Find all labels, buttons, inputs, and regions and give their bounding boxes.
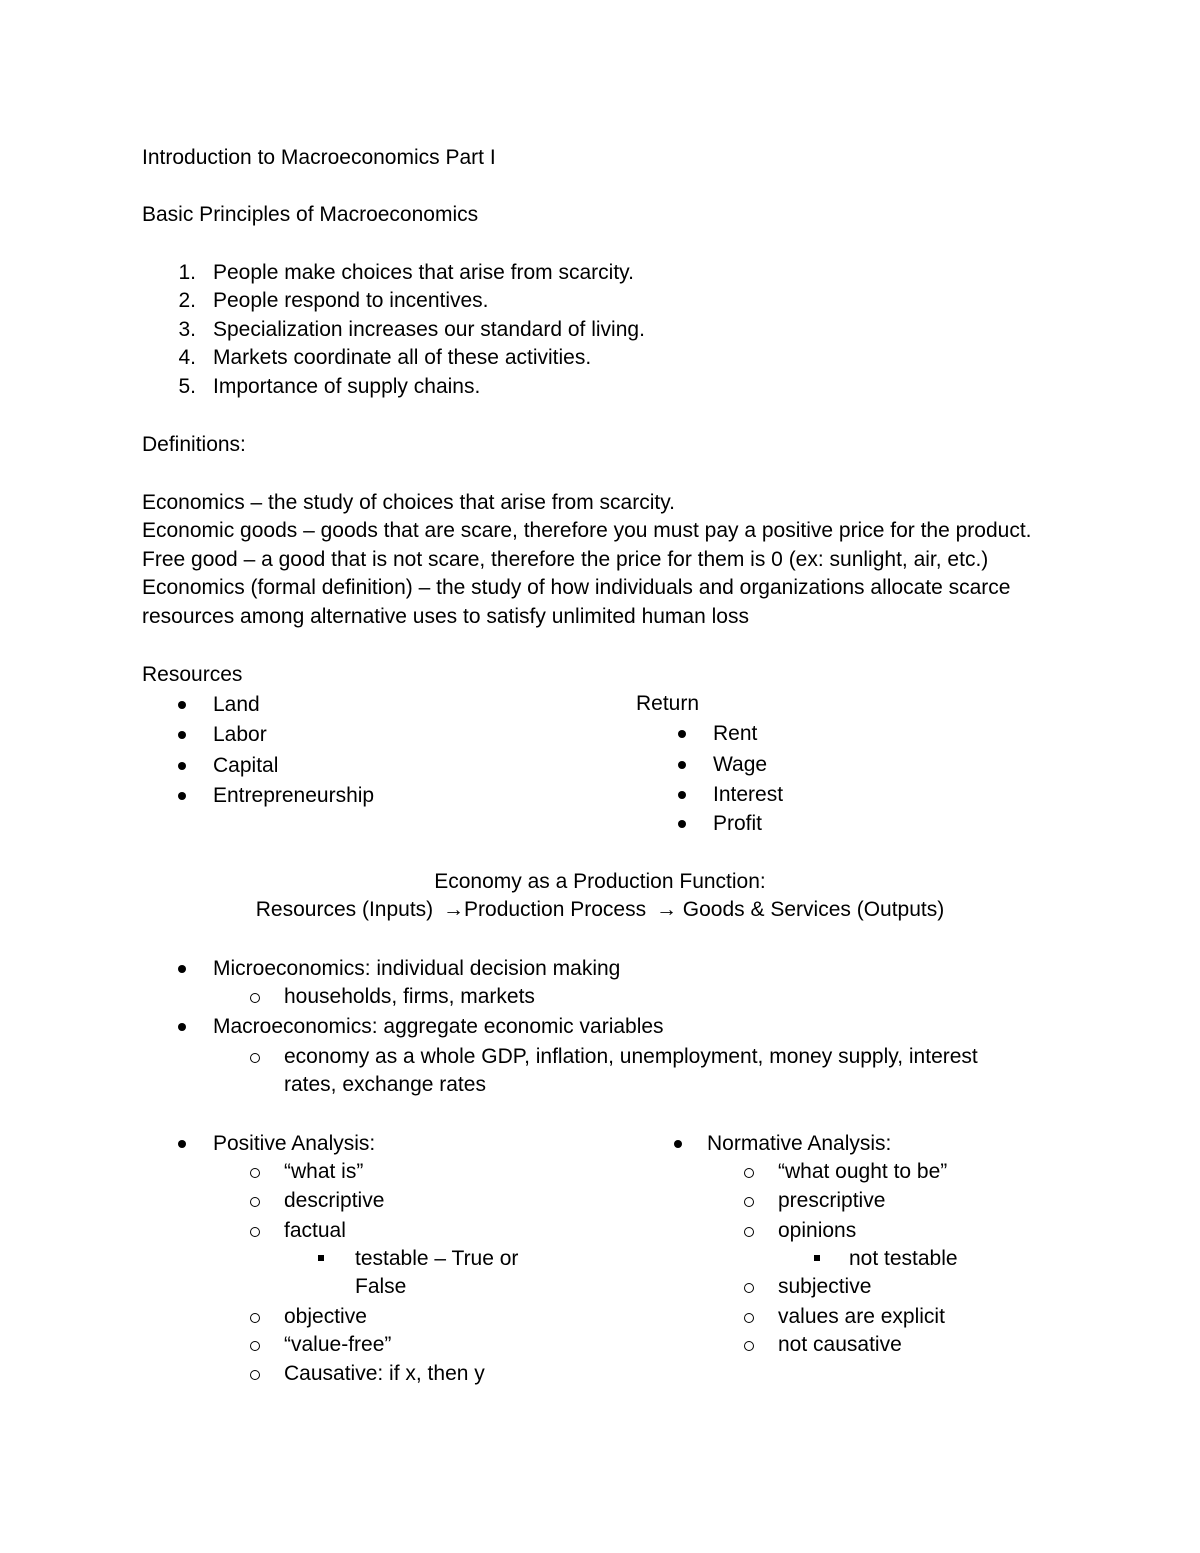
item-text: Markets coordinate all of these activities. [213,346,592,369]
resource-label: Land [213,693,260,716]
definition-line: Free good – a good that is not scare, therefore the price for them is 0 (ex: sunlight, air, etc.) [142,548,989,571]
item-number: 4. [178,346,196,369]
document-title: Introduction to Macroeconomics Part I [142,146,496,169]
resource-label: Capital [213,754,279,777]
arrow-right-icon: → [443,898,465,921]
return-label: Interest [713,783,784,806]
positive-nested-cont: False [355,1275,407,1298]
normative-label: Normative Analysis: [707,1132,892,1155]
circle-bullet-icon [250,1053,260,1063]
circle-bullet-icon [250,1168,260,1178]
bullet-icon [178,701,186,709]
resources-heading: Resources [142,663,243,686]
definition-line: Economics (formal definition) – the study of how individuals and organizations allocate scarce [142,576,1011,599]
macro-sub-line: economy as a whole GDP, inflation, unemployment, money supply, interest [284,1045,978,1068]
production-process: Production Process [464,898,647,921]
resource-label: Labor [213,723,267,746]
positive-item: Causative: if x, then y [284,1362,485,1385]
circle-bullet-icon [250,1370,260,1380]
circle-bullet-icon [250,1197,260,1207]
square-bullet-icon [814,1255,820,1261]
circle-bullet-icon [250,1313,260,1323]
positive-item: descriptive [284,1189,385,1212]
normative-item: subjective [778,1275,872,1298]
square-bullet-icon [318,1255,324,1261]
normative-nested: not testable [849,1247,958,1270]
bullet-icon [674,1140,682,1148]
bullet-icon [178,1140,186,1148]
macro-sub-line: rates, exchange rates [284,1073,486,1096]
positive-item: objective [284,1305,367,1328]
resource-label: Entrepreneurship [213,784,375,807]
item-number: 5. [178,375,196,398]
circle-bullet-icon [744,1168,754,1178]
bullet-icon [678,791,686,799]
normative-item: not causative [778,1333,902,1356]
item-text: People respond to incentives. [213,289,489,312]
circle-bullet-icon [250,993,260,1003]
definition-line: Economics – the study of choices that arise from scarcity. [142,491,675,514]
principles-heading: Basic Principles of Macroeconomics [142,203,479,226]
circle-bullet-icon [744,1283,754,1293]
micro-sub: households, firms, markets [284,985,535,1008]
normative-item: opinions [778,1219,857,1242]
bullet-icon [678,730,686,738]
normative-item: values are explicit [778,1305,945,1328]
positive-item: “what is” [284,1160,364,1183]
positive-item: “value-free” [284,1333,392,1356]
macro-label: Macroeconomics: aggregate economic variables [213,1015,664,1038]
item-number: 2. [178,289,196,312]
production-flow [0,895,1200,924]
bullet-icon [678,761,686,769]
positive-nested: testable – True or [355,1247,519,1270]
item-text: People make choices that arise from scarcity. [213,261,634,284]
item-text: Specialization increases our standard of living. [213,318,645,341]
circle-bullet-icon [744,1313,754,1323]
production-title: Economy as a Production Function: [434,870,766,893]
bullet-icon [178,792,186,800]
positive-item: factual [284,1219,346,1242]
bullet-icon [178,762,186,770]
bullet-icon [178,965,186,973]
positive-label: Positive Analysis: [213,1132,376,1155]
definition-line: resources among alternative uses to satisfy unlimited human loss [142,605,749,628]
circle-bullet-icon [744,1341,754,1351]
bullet-icon [178,731,186,739]
bullet-icon [678,820,686,828]
normative-item: “what ought to be” [778,1160,948,1183]
normative-item: prescriptive [778,1189,886,1212]
item-number: 1. [178,261,196,284]
circle-bullet-icon [250,1227,260,1237]
circle-bullet-icon [744,1227,754,1237]
production-outputs: Goods & Services (Outputs) [682,898,945,921]
definitions-heading: Definitions: [142,433,246,456]
bullet-icon [178,1023,186,1031]
circle-bullet-icon [250,1341,260,1351]
production-inputs: Resources (Inputs) [255,898,434,921]
circle-bullet-icon [744,1197,754,1207]
return-label: Profit [713,812,763,835]
definition-line: Economic goods – goods that are scare, therefore you must pay a positive price for the product. [142,519,1032,542]
item-text: Importance of supply chains. [213,375,481,398]
micro-label: Microeconomics: individual decision making [213,957,621,980]
return-label: Rent [713,722,758,745]
arrow-right-icon: → [655,898,677,921]
item-number: 3. [178,318,196,341]
return-label: Wage [713,753,768,776]
return-heading: Return [636,692,700,715]
